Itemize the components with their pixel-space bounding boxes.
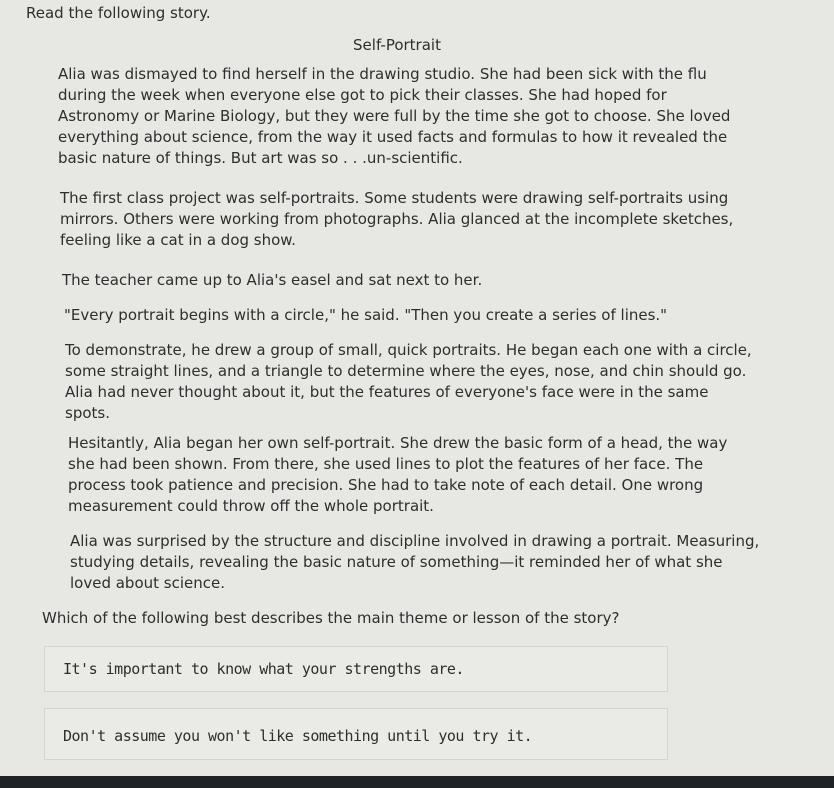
screen-bottom-edge <box>0 776 834 788</box>
story-paragraph-1: Alia was dismayed to find herself in the drawing studio. She had been sick with the flu during the week when everyone else got to pick their classes. She had hoped for Astronomy or Marine Biology, but they were full by the time she got to choose. She loved everything about science, from the way it used facts and formulas to how it revealed the basic nature of things. But art was so . . .un-scientific. <box>58 65 731 167</box>
answer-option-b[interactable] <box>44 708 668 760</box>
story-paragraph-7: Alia was surprised by the structure and discipline involved in drawing a portrait. Measuring, studying details, revealing the basic nature of something—it reminded her of what she loved about science. <box>70 532 760 592</box>
question-prompt: Which of the following best describes the main theme or lesson of the story? <box>42 609 620 627</box>
story-title: Self-Portrait <box>353 36 441 54</box>
answer-option-b-label: Don't assume you won't like something until you try it. <box>63 727 533 745</box>
story-paragraph-2: The first class project was self-portraits. Some students were drawing self-portraits using mirrors. Others were working from photographs. Alia glanced at the incomplete sketches, feeling like a cat in a dog show. <box>60 189 734 249</box>
instructions-text: Read the following story. <box>26 4 211 22</box>
answer-option-a-label: It's important to know what your strengths are. <box>63 660 464 678</box>
story-paragraph-6: Hesitantly, Alia began her own self-portrait. She drew the basic form of a head, the way she had been shown. From there, she used lines to plot the features of her face. The process took patience and precision. She had to take note of each detail. One wrong measurement could throw off the whole portrait. <box>68 434 728 515</box>
answer-option-a[interactable] <box>44 646 668 692</box>
story-paragraph-4: "Every portrait begins with a circle," he said. "Then you create a series of lines." <box>64 306 668 324</box>
story-paragraph-3: The teacher came up to Alia's easel and sat next to her. <box>62 271 483 289</box>
story-paragraph-5: To demonstrate, he drew a group of small, quick portraits. He began each one with a circle, some straight lines, and a triangle to determine where the eyes, nose, and chin should go. Alia had never thought about it, but the features of everyone's face were in the same spots. <box>65 341 752 422</box>
